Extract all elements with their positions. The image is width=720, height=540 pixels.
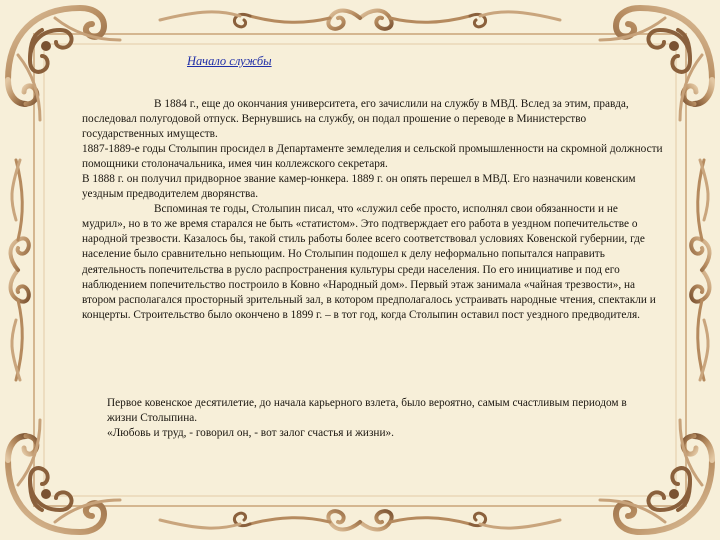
paragraph-department: 1887-1889-е годы Столыпин просидел в Департаменте земледелия и сельской промышленности на скромной должности помощники столоначальника, имея чин коллежского секретаря.	[82, 143, 663, 171]
paragraph-memories: Вспоминая те годы, Столыпин писал, что «служил себе просто, исполнял свои обязанности и не мудрил», но в то же время старался не быть «статистом». Это подтверждает его работа в уездном попечительстве о народной трезвости. Казалось бы, такой стиль работы более всего соответствовал условиях Ковенской губернии, где население было сравнительно непьющим. Но Столыпин подошел к делу неформально попытался направить деятельность попечительства в русло распространения культуры среди населения. По его инициативе и под его наблюдением попечительство построило в Ковно «Народный дом». Первый этаж занимала «чайная трезвости», на втором располагался просторный зрительный зал, в котором предполагалось устраивать народные чтения, спектакли и концерты. Строительство было окончено в 1899 г. – в тот год, когда Столыпин оставил пост уездного предводителя.	[82, 203, 656, 321]
paragraph-service-start: В 1884 г., еще до окончания университета, его зачислили на службу в МВД. Вслед за этим, правда, последовал полугодовой отпуск. Вернувшись на службу, он подал прошение о переводе в Министерство государственных имуществ.	[82, 98, 629, 141]
closing-paragraph: Первое ковенское десятилетие, до начала карьерного взлета, было вероятно, самым счастливым периодом в жизни Столыпина.	[107, 397, 627, 424]
closing-text	[107, 396, 627, 441]
paragraph-court-title: В 1888 г. он получил придворное звание камер-юнкера. 1889 г. он опять перешел в МВД. Его назначили ковенским уездным предводителем дворянства.	[82, 173, 636, 201]
closing-quote: «Любовь и труд, - говорил он, - вот залог счастья и жизни».	[107, 427, 394, 439]
main-text	[82, 97, 664, 323]
page-title: Начало службы	[187, 54, 272, 68]
